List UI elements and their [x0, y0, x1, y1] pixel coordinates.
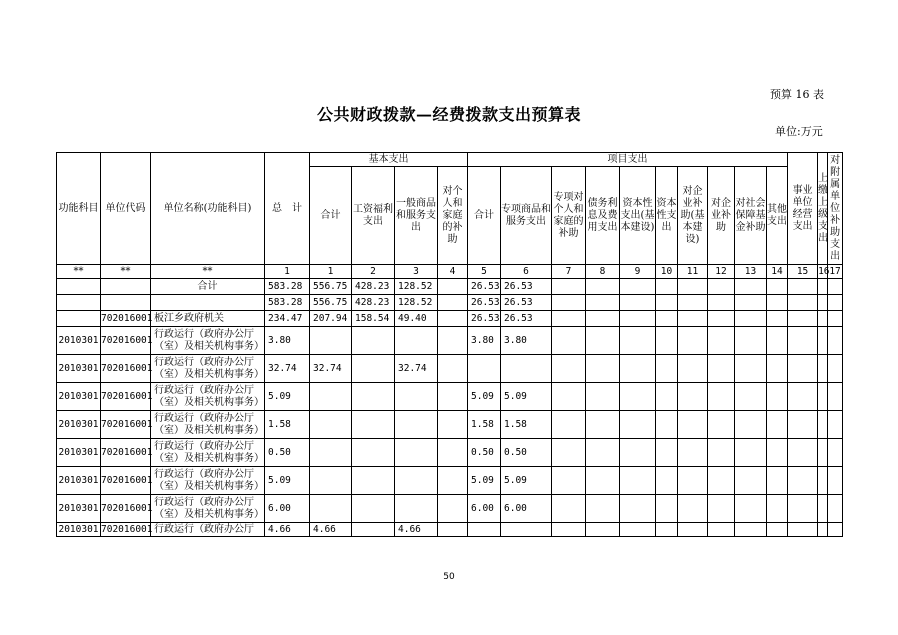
func-code-cell: 2010301 — [58, 523, 99, 535]
index-cell: 4 — [438, 265, 468, 279]
empty-cell — [767, 311, 788, 327]
empty-cell — [656, 383, 678, 411]
empty-cell — [735, 439, 767, 467]
index-cell: 14 — [767, 265, 788, 279]
empty-cell — [818, 327, 828, 355]
empty-cell — [708, 355, 735, 383]
empty-cell — [735, 411, 767, 439]
goods-cell — [395, 383, 438, 411]
empty-cell — [828, 495, 843, 523]
empty-cell — [818, 495, 828, 523]
empty-cell — [552, 467, 586, 495]
empty-cell — [767, 295, 788, 311]
total-cell: 583.28 — [265, 295, 310, 311]
index-cell: ** — [151, 265, 265, 279]
empty-cell — [767, 439, 788, 467]
empty-cell — [620, 295, 656, 311]
header-affiliated-subsidy: 对附属单位补助支出 — [828, 153, 843, 265]
goods-cell — [395, 467, 438, 495]
index-cell: 10 — [656, 265, 678, 279]
empty-cell — [586, 355, 620, 383]
goods-cell — [395, 495, 438, 523]
unit-code-cell: 702016001 — [101, 467, 151, 495]
goods-cell — [395, 327, 438, 355]
empty-cell — [828, 279, 843, 295]
salary-cell — [352, 467, 395, 495]
empty-cell — [620, 523, 656, 537]
empty-cell — [620, 383, 656, 411]
empty-cell — [678, 327, 708, 355]
empty-cell — [708, 467, 735, 495]
goods-cell: 32.74 — [395, 355, 438, 383]
empty-cell — [828, 383, 843, 411]
empty-cell — [586, 383, 620, 411]
basic-total-cell — [310, 383, 352, 411]
empty-cell — [788, 411, 818, 439]
empty-cell — [735, 495, 767, 523]
empty-cell — [678, 279, 708, 295]
empty-cell — [620, 355, 656, 383]
empty-cell — [818, 411, 828, 439]
unit-code-cell — [101, 295, 151, 311]
func-code-cell — [57, 295, 101, 311]
header-special-goods: 专项商品和服务支出 — [501, 167, 552, 265]
empty-cell — [735, 311, 767, 327]
project-total-cell: 0.50 — [468, 439, 501, 467]
basic-total-cell — [310, 495, 352, 523]
header-enterprise-subsidy: 对企业补助 — [708, 167, 735, 265]
salary-cell: 428.23 — [352, 295, 395, 311]
empty-cell — [828, 467, 843, 495]
empty-cell — [818, 383, 828, 411]
unit-code-cell: 702016001 — [101, 495, 151, 523]
header-enterprise-subsidy-basic: 对企业补助(基本建设) — [678, 167, 708, 265]
empty-cell — [678, 355, 708, 383]
index-cell: 5 — [468, 265, 501, 279]
project-total-cell: 6.00 — [468, 495, 501, 523]
func-code-cell: 2010301 — [57, 495, 101, 523]
basic-total-cell: 556.75 — [310, 279, 352, 295]
empty-cell — [678, 311, 708, 327]
func-code-cell: 2010301 — [57, 439, 101, 467]
func-code-cell: 2010301 — [57, 411, 101, 439]
unit-name-cell: 行政运行（政府办公厅（室）及相关机构事务） — [151, 439, 265, 467]
table-row — [57, 411, 843, 439]
basic-total-cell — [310, 467, 352, 495]
empty-cell — [586, 295, 620, 311]
total-cell: 5.09 — [265, 383, 310, 411]
total-cell: 1.58 — [265, 411, 310, 439]
empty-cell — [586, 327, 620, 355]
project-total-cell: 26.53 — [468, 295, 501, 311]
empty-cell — [620, 467, 656, 495]
empty-cell — [620, 439, 656, 467]
empty-cell — [552, 355, 586, 383]
goods-cell — [395, 439, 438, 467]
empty-cell — [735, 467, 767, 495]
empty-cell — [788, 523, 818, 537]
unit-code-cell: 702016001 — [101, 327, 151, 355]
empty-cell — [586, 439, 620, 467]
empty-cell — [708, 411, 735, 439]
header-salary-welfare: 工资福利支出 — [352, 167, 395, 265]
empty-cell — [586, 411, 620, 439]
empty-cell — [735, 355, 767, 383]
unit-code-cell — [101, 279, 151, 295]
empty-cell — [708, 439, 735, 467]
individual-cell — [438, 495, 468, 523]
empty-cell — [678, 467, 708, 495]
empty-cell — [735, 295, 767, 311]
goods-cell: 128.52 — [395, 295, 438, 311]
empty-cell — [586, 279, 620, 295]
unit-name-cell: 板江乡政府机关 — [151, 311, 265, 327]
header-general-goods: 一般商品和服务支出 — [395, 167, 438, 265]
empty-cell — [788, 327, 818, 355]
unit-name-cell — [151, 295, 265, 311]
func-code-cell: 2010301 — [57, 355, 101, 383]
empty-cell — [818, 523, 828, 537]
empty-cell — [656, 523, 678, 537]
salary-cell — [352, 383, 395, 411]
unit-name-cell: 行政运行（政府办公厅（室）及相关机构事务） — [151, 383, 265, 411]
project-total-cell: 5.09 — [468, 383, 501, 411]
table-row — [57, 355, 843, 383]
empty-cell — [586, 523, 620, 537]
unit-code-cell: 702016001 — [101, 411, 151, 439]
empty-cell — [708, 523, 735, 537]
project-total-cell: 26.53 — [468, 311, 501, 327]
empty-cell — [586, 495, 620, 523]
empty-cell — [552, 279, 586, 295]
index-cell: 15 — [788, 265, 818, 279]
empty-cell — [656, 467, 678, 495]
header-basic-subtotal: 合计 — [310, 167, 352, 265]
index-cell: 9 — [620, 265, 656, 279]
empty-cell — [678, 383, 708, 411]
salary-cell — [352, 327, 395, 355]
individual-cell — [438, 327, 468, 355]
individual-cell — [438, 279, 468, 295]
empty-cell — [788, 355, 818, 383]
empty-cell — [620, 411, 656, 439]
empty-cell — [678, 295, 708, 311]
func-code-cell: 2010301 — [57, 383, 101, 411]
empty-cell — [586, 467, 620, 495]
empty-cell — [708, 383, 735, 411]
index-cell: 8 — [586, 265, 620, 279]
index-row — [57, 265, 843, 279]
salary-cell — [352, 355, 395, 383]
total-cell: 5.09 — [265, 467, 310, 495]
empty-cell — [552, 311, 586, 327]
project-total-cell: 3.80 — [468, 327, 501, 355]
table-body — [57, 279, 843, 537]
special-goods-cell — [501, 355, 552, 383]
special-goods-cell: 3.80 — [501, 327, 552, 355]
total-cell: 234.47 — [265, 311, 310, 327]
empty-cell — [818, 439, 828, 467]
empty-cell — [656, 439, 678, 467]
unit-code-cell: 702016001 — [101, 439, 151, 467]
func-code-cell: 2010301 — [57, 467, 101, 495]
individual-cell — [438, 311, 468, 327]
empty-cell — [767, 279, 788, 295]
individual-cell — [438, 467, 468, 495]
empty-cell — [656, 411, 678, 439]
index-cell: 6 — [501, 265, 552, 279]
index-cell: 11 — [678, 265, 708, 279]
header-unit-code: 单位代码 — [101, 153, 151, 265]
salary-cell — [352, 523, 395, 537]
salary-cell — [352, 439, 395, 467]
index-cell: 3 — [395, 265, 438, 279]
index-cell: 1 — [310, 265, 352, 279]
func-code-cell — [57, 311, 101, 327]
header-func-code: 功能科目 — [57, 153, 101, 265]
salary-cell: 158.54 — [352, 311, 395, 327]
empty-cell — [767, 327, 788, 355]
individual-cell — [438, 439, 468, 467]
total-cell: 3.80 — [265, 327, 310, 355]
empty-cell — [788, 279, 818, 295]
empty-cell — [788, 311, 818, 327]
empty-cell — [656, 295, 678, 311]
empty-cell — [708, 279, 735, 295]
empty-cell — [818, 311, 828, 327]
empty-cell — [620, 495, 656, 523]
unit-code-cell: 702016001 — [101, 311, 151, 327]
unit-code-cell: 702016001 — [101, 355, 151, 383]
header-social-security-fund: 对社会保障基金补助 — [735, 167, 767, 265]
empty-cell — [735, 327, 767, 355]
empty-cell — [767, 523, 788, 537]
header-special-individual: 专项对个人和家庭的补助 — [552, 167, 586, 265]
table-row — [57, 495, 843, 523]
table-row — [57, 311, 843, 327]
individual-cell — [438, 411, 468, 439]
project-total-cell: 5.09 — [468, 467, 501, 495]
empty-cell — [708, 295, 735, 311]
individual-cell — [438, 355, 468, 383]
special-goods-cell: 5.09 — [501, 467, 552, 495]
header-capital: 资本性支出 — [656, 167, 678, 265]
table-row — [57, 383, 843, 411]
special-goods-cell: 1.58 — [501, 411, 552, 439]
unit-code-cell: 702016001 — [101, 383, 151, 411]
goods-cell: 49.40 — [395, 311, 438, 327]
empty-cell — [708, 311, 735, 327]
empty-cell — [788, 495, 818, 523]
empty-cell — [620, 327, 656, 355]
empty-cell — [656, 311, 678, 327]
empty-cell — [788, 467, 818, 495]
basic-total-cell: 4.66 — [310, 523, 352, 537]
empty-cell — [552, 295, 586, 311]
empty-cell — [818, 467, 828, 495]
empty-cell — [818, 279, 828, 295]
empty-cell — [828, 311, 843, 327]
unit-name-cell: 行政运行（政府办公厅（室）及相关机构事务） — [151, 495, 265, 523]
table-row — [57, 439, 843, 467]
empty-cell — [818, 295, 828, 311]
empty-cell — [828, 439, 843, 467]
header-project-subtotal: 合计 — [468, 167, 501, 265]
page-title: 公共财政拨款—经费拨款支出预算表 — [316, 105, 581, 124]
index-cell: 7 — [552, 265, 586, 279]
index-cell: ** — [57, 265, 101, 279]
basic-total-cell — [310, 411, 352, 439]
empty-cell — [656, 495, 678, 523]
unit-name-cell: 行政运行（政府办公厅（室）及相关机构事务） — [151, 327, 265, 355]
empty-cell — [552, 439, 586, 467]
empty-cell — [828, 327, 843, 355]
empty-cell — [620, 279, 656, 295]
total-cell: 6.00 — [265, 495, 310, 523]
index-cell: ** — [101, 265, 151, 279]
total-cell: 4.66 — [265, 523, 310, 537]
index-cell: 13 — [735, 265, 767, 279]
empty-cell — [552, 495, 586, 523]
unit-name-cell: 行政运行（政府办公厅（室）及相关机构事务） — [151, 355, 265, 383]
empty-cell — [828, 523, 843, 537]
salary-cell — [352, 411, 395, 439]
header-project-group: 项目支出 — [468, 153, 788, 167]
basic-total-cell — [310, 439, 352, 467]
index-cell: 2 — [352, 265, 395, 279]
empty-cell — [828, 411, 843, 439]
project-total-cell: 1.58 — [468, 411, 501, 439]
basic-total-cell: 207.94 — [310, 311, 352, 327]
special-goods-cell: 5.09 — [501, 383, 552, 411]
special-goods-cell: 0.50 — [501, 439, 552, 467]
empty-cell — [828, 295, 843, 311]
individual-cell — [438, 523, 468, 537]
table-row — [57, 467, 843, 495]
header-unit-name: 单位名称(功能科目) — [151, 153, 265, 265]
unit-name-cell: 行政运行（政府办公厅（室）及相关机构事务） — [151, 411, 265, 439]
empty-cell — [735, 523, 767, 537]
table-row — [57, 523, 843, 537]
empty-cell — [586, 311, 620, 327]
goods-cell: 4.66 — [395, 523, 438, 537]
index-cell: 16 — [818, 265, 830, 277]
empty-cell — [708, 495, 735, 523]
empty-cell — [552, 411, 586, 439]
unit-name-cell: 行政运行（政府办公厅 — [151, 523, 265, 537]
index-cell: 17 — [829, 265, 841, 277]
empty-cell — [678, 439, 708, 467]
index-cell: 1 — [265, 265, 310, 279]
special-goods-cell: 6.00 — [501, 495, 552, 523]
table-row — [57, 327, 843, 355]
header-other: 其他支出 — [767, 167, 788, 265]
empty-cell — [656, 279, 678, 295]
individual-cell — [438, 295, 468, 311]
empty-cell — [678, 523, 708, 537]
unit-name-cell: 行政运行（政府办公厅（室）及相关机构事务） — [151, 467, 265, 495]
special-goods-cell: 26.53 — [501, 295, 552, 311]
project-total-cell — [468, 355, 501, 383]
header-debt-interest: 债务利息及费用支出 — [586, 167, 620, 265]
basic-total-cell: 32.74 — [310, 355, 352, 383]
empty-cell — [656, 355, 678, 383]
header-total: 总 计 — [265, 153, 310, 265]
goods-cell: 128.52 — [395, 279, 438, 295]
empty-cell — [656, 327, 678, 355]
basic-total-cell: 556.75 — [310, 295, 352, 311]
empty-cell — [735, 279, 767, 295]
empty-cell — [767, 495, 788, 523]
empty-cell — [620, 311, 656, 327]
empty-cell — [678, 411, 708, 439]
header-business-unit: 事业单位经营支出 — [788, 153, 818, 265]
func-code-cell: 2010301 — [57, 327, 101, 355]
empty-cell — [735, 383, 767, 411]
table-header — [57, 153, 843, 279]
unit-label: 单位:万元 — [775, 125, 823, 138]
page-number: 50 — [443, 572, 455, 582]
empty-cell — [552, 327, 586, 355]
empty-cell — [788, 295, 818, 311]
header-payment-higher: 上缴上级支出 — [818, 153, 828, 265]
header-individual-subsidy: 对个人和家庭的补助 — [438, 167, 468, 265]
table-row — [57, 295, 843, 311]
unit-name-cell: 合计 — [151, 279, 265, 295]
empty-cell — [678, 495, 708, 523]
empty-cell — [788, 439, 818, 467]
basic-total-cell — [310, 327, 352, 355]
empty-cell — [818, 355, 828, 383]
table-row — [57, 279, 843, 295]
project-total-cell — [468, 523, 501, 537]
total-cell: 583.28 — [265, 279, 310, 295]
special-goods-cell — [501, 523, 552, 537]
total-cell: 32.74 — [265, 355, 310, 383]
total-cell: 0.50 — [265, 439, 310, 467]
empty-cell — [767, 355, 788, 383]
form-number: 预算 16 表 — [770, 88, 824, 101]
func-code-cell — [57, 279, 101, 295]
header-capital-basic: 资本性支出(基本建设) — [620, 167, 656, 265]
goods-cell — [395, 411, 438, 439]
unit-code-cell: 702016001 — [101, 523, 153, 535]
project-total-cell: 26.53 — [468, 279, 501, 295]
empty-cell — [767, 467, 788, 495]
empty-cell — [708, 327, 735, 355]
individual-cell — [438, 383, 468, 411]
special-goods-cell: 26.53 — [501, 279, 552, 295]
budget-table — [56, 152, 843, 537]
empty-cell — [767, 383, 788, 411]
index-cell: 12 — [708, 265, 735, 279]
empty-cell — [788, 383, 818, 411]
special-goods-cell: 26.53 — [501, 311, 552, 327]
salary-cell — [352, 495, 395, 523]
empty-cell — [828, 355, 843, 383]
salary-cell: 428.23 — [352, 279, 395, 295]
empty-cell — [767, 411, 788, 439]
empty-cell — [552, 383, 586, 411]
empty-cell — [552, 523, 586, 537]
header-basic-group: 基本支出 — [310, 153, 468, 167]
